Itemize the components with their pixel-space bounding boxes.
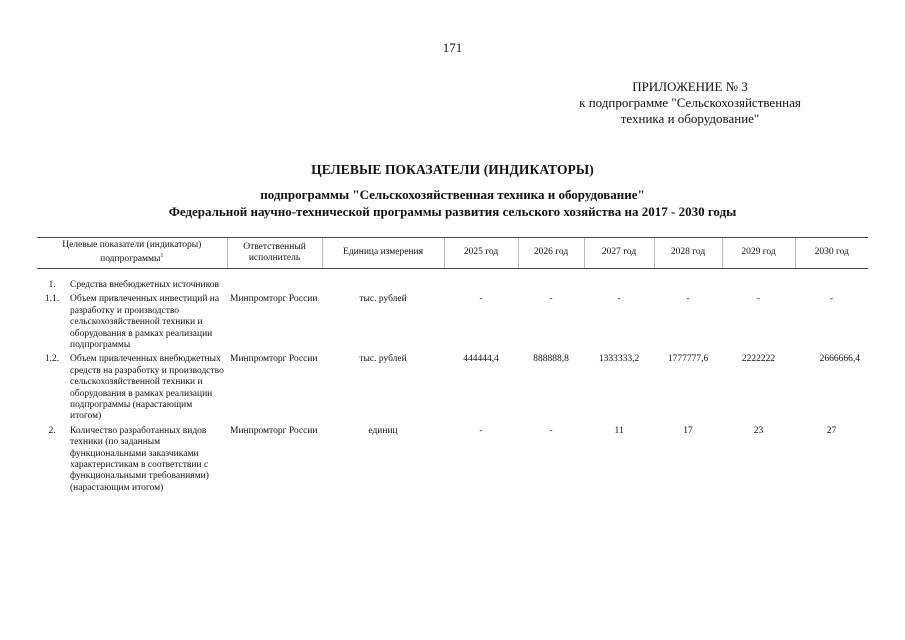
header-2030: 2030 год (795, 238, 868, 269)
executor: Минпромторг России (230, 294, 318, 305)
appendix-heading (540, 79, 840, 127)
value-2025: - (479, 425, 483, 436)
value-2029 (722, 268, 795, 294)
value-2029: - (756, 294, 761, 305)
row-number: 1. (48, 279, 56, 290)
value-2027: - (617, 294, 621, 305)
value-2026: 888888,8 (533, 354, 569, 365)
executor: Минпромторг России (230, 425, 318, 436)
appendix-line-1: ПРИЛОЖЕНИЕ № 3 (632, 79, 748, 94)
page-number: 171 (442, 40, 463, 55)
unit: тыс. рублей (359, 354, 407, 365)
unit: тыс. рублей (359, 294, 407, 305)
indicator-name: Средства внебюджетных источников (70, 279, 219, 290)
value-2027 (584, 268, 654, 294)
indicator-name: Количество разработанных видов техники (по заданным функциональными заказчиками характеристикам в соответствии с функциональными требованиями) (нарастающим итогом) (70, 425, 209, 493)
header-indicator: Целевые показатели (индикаторы) подпрограммы$^1$ (37, 238, 227, 269)
table-header-row (37, 238, 868, 269)
document-title: ЦЕЛЕВЫЕ ПОКАЗАТЕЛИ (ИНДИКАТОРЫ) (311, 162, 594, 177)
value-2027: 11 (614, 425, 624, 436)
table-row (37, 354, 868, 425)
value-2030 (795, 268, 868, 294)
row-number: 1.2. (44, 354, 60, 365)
header-2029: 2029 год (722, 238, 795, 269)
table-row (37, 294, 868, 354)
indicator-name: Объем привлеченных внебюджетных средств на разработку и производство сельскохозяйственной техники и оборудования в рамках реализации подпрограммы (нарастающим итогом) (70, 354, 224, 422)
value-2028: 1777777,6 (667, 354, 709, 365)
value-2025 (444, 268, 518, 294)
table-row (37, 268, 868, 294)
value-2030: - (829, 294, 834, 305)
value-2026: - (549, 294, 553, 305)
value-2026 (518, 268, 584, 294)
row-number: 2. (48, 425, 56, 436)
value-2028: 17 (683, 425, 693, 436)
executor (227, 268, 322, 294)
indicator-name: Объем привлеченных инвестиций на разработку и производство сельскохозяйственной техники и оборудования в рамках реализации подпрограммы (70, 294, 220, 350)
appendix-line-3: техника и оборудование" (620, 111, 760, 126)
value-2028 (654, 268, 722, 294)
value-2027: 1333333,2 (598, 354, 640, 365)
header-2028: 2028 год (654, 238, 722, 269)
document-subtitle (0, 186, 905, 220)
header-executor: Ответственный исполнитель (227, 238, 322, 269)
value-2025: - (479, 294, 483, 305)
header-2027: 2027 год (584, 238, 654, 269)
appendix-line-2: к подпрограмме "Сельскохозяйственная (579, 95, 801, 110)
unit: единиц (368, 425, 398, 436)
subtitle-line-2: Федеральной научно-технической программы развития сельского хозяйства на 2017 - 2030 годы (168, 204, 737, 219)
executor: Минпромторг России (230, 354, 318, 365)
value-2028: - (686, 294, 690, 305)
table-row (37, 426, 868, 497)
value-2030: 27 (826, 425, 837, 436)
header-2025: 2025 год (444, 238, 518, 269)
value-2030: 2666666,4 (819, 354, 861, 365)
unit (322, 268, 444, 294)
indicators-table (37, 237, 868, 497)
value-2025: 444444,4 (463, 354, 499, 365)
value-2029: 2222222 (741, 354, 776, 365)
value-2026: - (549, 425, 553, 436)
row-number: 1.1. (44, 294, 60, 305)
value-2029: 23 (753, 425, 764, 436)
header-2026: 2026 год (518, 238, 584, 269)
footnote-marker: 1 (160, 253, 164, 260)
header-unit: Единица измерения (322, 238, 444, 269)
subtitle-line-1: подпрограммы "Сельскохозяйственная техника и оборудование" (260, 187, 645, 202)
